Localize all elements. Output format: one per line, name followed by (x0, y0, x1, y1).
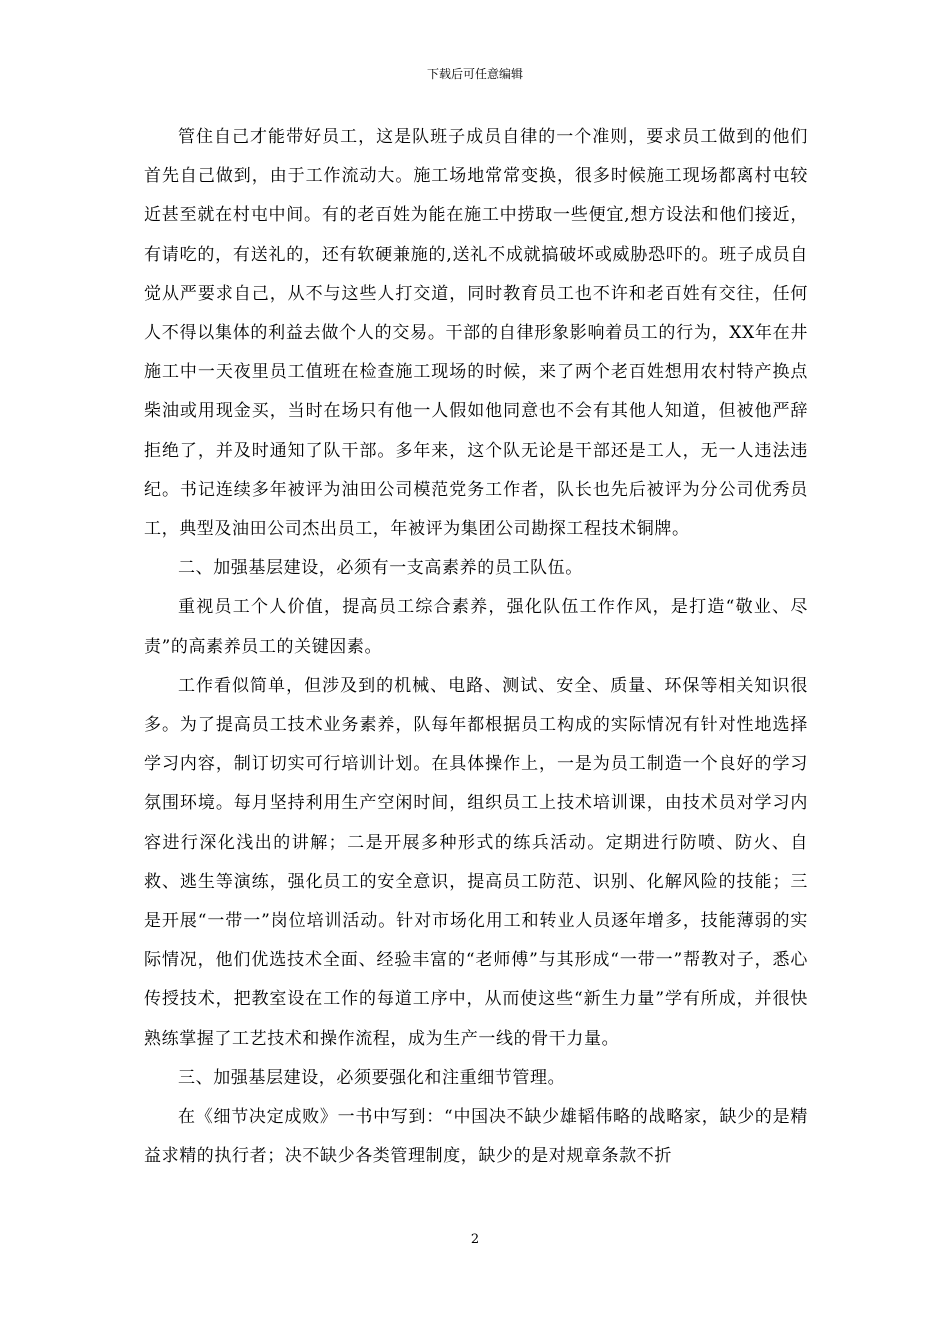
paragraph-training: 工作看似简单，但涉及到的机械、电路、测试、安全、质量、环保等相关知识很多。为了提高员工技术业务素养，队每年都根据员工构成的实际情况有针对性地选择学习内容，制订切实可行培训计划。在具体操作上，一是为员工制造一个良好的学习氛围环境。每月坚持利用生产空闲时间，组织员工上技术培训课，由技术员对学习内容进行深化浅出的讲解；二是开展多种形式的练兵活动。定期进行防喷、防火、自救、逃生等演练，强化员工的安全意识，提高员工防范、识别、化解风险的技能；三是开展“一带一”岗位培训活动。针对市场化用工和转业人员逐年增多，技能薄弱的实际情况，他们优选技术全面、经验丰富的“老师傅”与其形成“一带一”帮教对子，悉心传授技术，把教室设在工作的每道工序中，从而使这些“新生力量”学有所成，并很快熟练掌握了工艺技术和操作流程，成为生产一线的骨干力量。 (144, 675, 808, 1049)
page-header: 下载后可任意编辑 (426, 67, 523, 81)
section-heading-3: 三、加强基层建设，必须要强化和注重细节管理。 (178, 1067, 566, 1088)
paragraph-employee-value: 重视员工个人价值，提高员工综合素养，强化队伍工作作风，是打造“敬业、尽责”的高素养员工的关键因素。 (144, 597, 808, 657)
section-heading-2: 二、加强基层建设，必须有一支高素养的员工队伍。 (178, 558, 583, 579)
document-body (144, 118, 808, 1176)
page-number: 2 (470, 1232, 480, 1247)
paragraph-details: 在《细节决定成败》一书中写到：“中国决不缺少雄韬伟略的战略家，缺少的是精益求精的执行者；决不缺少各类管理制度，缺少的是对规章条款不折 (144, 1107, 808, 1167)
paragraph-self-discipline: 管住自己才能带好员工，这是队班子成员自律的一个准则，要求员工做到的他们首先自己做到，由于工作流动大。施工场地常常变换，很多时候施工现场都离村屯较近甚至就在村屯中间。有的老百姓为能在施工中捞取一些便宜,想方设法和他们接近，有请吃的，有送礼的，还有软硬兼施的,送礼不成就搞破坏或威胁恐吓的。班子成员自觉从严要求自己，从不与这些人打交道，同时教育员工也不许和老百姓有交往，任何人不得以集体的利益去做个人的交易。干部的自律形象影响着员工的行为，XX年在井施工中一天夜里员工值班在检查施工现场的时候，来了两个老百姓想用农村特产换点柴油或用现金买，当时在场只有他一人假如他同意也不会有其他人知道，但被他严辞拒绝了，并及时通知了队干部。多年来，这个队无论是干部还是工人，无一人违法违纪。书记连续多年被评为油田公司模范党务工作者，队长也先后被评为分公司优秀员工，典型及油田公司杰出员工，年被评为集团公司勘探工程技术铜牌。 (144, 127, 808, 540)
